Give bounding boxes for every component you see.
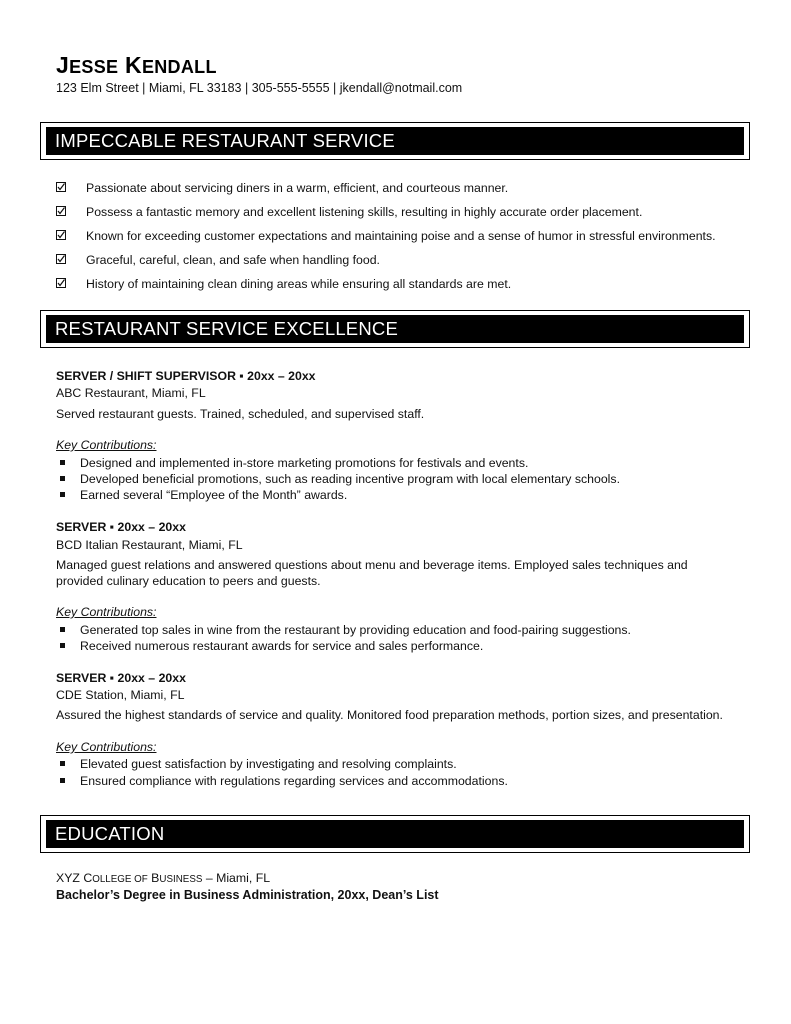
contact-info: 123 Elm Street | Miami, FL 33183 | 305-555-5555 | jkendall@notmail.com <box>56 81 463 95</box>
education-degree: Bachelor’s Degree in Business Administration, 20xx, Dean’s List <box>56 888 439 902</box>
job-employer: BCD Italian Restaurant, Miami, FL <box>56 538 243 552</box>
experience-section-header <box>40 310 750 348</box>
job-title: SERVER ▪ 20xx – 20xx <box>56 520 186 534</box>
summary-heading: IMPECCABLE RESTAURANT SERVICE <box>46 127 744 155</box>
summary-item: History of maintaining clean dining areas while ensuring all standards are met. <box>56 277 746 301</box>
checkbox-checked-icon <box>56 254 66 264</box>
key-contributions-label: Key Contributions: <box>56 740 157 754</box>
bullet-square-icon <box>60 761 65 766</box>
bullet-square-icon <box>60 476 65 481</box>
summary-item: Known for exceeding customer expectations and maintaining poise and a sense of humor in stressful environments. <box>56 229 746 253</box>
education-heading: EDUCATION <box>46 820 744 848</box>
education-section-header <box>40 815 750 853</box>
job-employer: CDE Station, Miami, FL <box>56 688 185 702</box>
candidate-name: JESSE KENDALL <box>56 52 217 78</box>
job-description: Managed guest relations and answered questions about menu and beverage items. Employed sales techniques and provided culinary education to peers and guests. <box>56 558 688 588</box>
summary-item: Passionate about servicing diners in a warm, efficient, and courteous manner. <box>56 181 746 205</box>
job-employer: ABC Restaurant, Miami, FL <box>56 386 206 400</box>
summary-section-header <box>40 122 750 160</box>
bullet-square-icon <box>60 627 65 632</box>
bullet-square-icon <box>60 492 65 497</box>
key-contributions-label: Key Contributions: <box>56 438 157 452</box>
summary-item: Graceful, careful, clean, and safe when handling food. <box>56 253 746 277</box>
job-title: SERVER ▪ 20xx – 20xx <box>56 671 186 685</box>
summary-item: Possess a fantastic memory and excellent listening skills, resulting in highly accurate order placement. <box>56 205 746 229</box>
checkbox-checked-icon <box>56 230 66 240</box>
summary-list <box>56 181 746 301</box>
job-description: Served restaurant guests. Trained, scheduled, and supervised staff. <box>56 407 425 421</box>
checkbox-checked-icon <box>56 206 66 216</box>
checkbox-checked-icon <box>56 182 66 192</box>
experience-heading: RESTAURANT SERVICE EXCELLENCE <box>46 315 744 343</box>
bullet-square-icon <box>60 460 65 465</box>
bullet-square-icon <box>60 778 65 783</box>
checkbox-checked-icon <box>56 278 66 288</box>
job-title: SERVER / SHIFT SUPERVISOR ▪ 20xx – 20xx <box>56 369 316 383</box>
job-description: Assured the highest standards of service and quality. Monitored food preparation methods, portion sizes, and presentation. <box>56 708 723 722</box>
bullet-square-icon <box>60 643 65 648</box>
education-school: XYZ COLLEGE OF BUSINESS – Miami, FL <box>56 871 271 885</box>
key-contributions-label: Key Contributions: <box>56 605 157 619</box>
resume-page: JESSE KENDALL 123 Elm Street | Miami, FL 33183 | 305-555-5555 | jkendall@notmail.com IMPECCABLE RESTAURANT SERVICE Passionate about servicing diners in a warm, efficient, and courteous manner. Possess a fantastic memory and excellent listening skills, resulting in highly accurate order placement. Known for exceeding customer expectations and maintaining poise and a sense of humor in stressful environments. Graceful, careful, clean, and safe when handling food. History of maintaining clean dining areas while ensuring all standards are met. RESTAURANT SERVICE EXCELLENCE SERVER / SHIFT SUPERVISOR ▪ 20xx – 20xx ABC Restaurant, Miami, FL Served restaurant guests. Trained, scheduled, and supervised staff. Key Contributions: Designed and implemented in-store marketing promotions for festivals and events. Developed beneficial promotions, such as reading incentive program with local elementary schools. Earned several “Employee of the Month” awards. SERVER ▪ 20xx – 20xx BCD Italian Restaurant, Miami, FL Managed guest relations and answered questions about menu and beverage items. Employed sales techniques and provided culinary education to peers and guests. Key Contributions: Generated top sales in wine from the restaurant by providing education and food-pairing suggestions. Received numerous restaurant awards for service and sales performance. SERVER ▪ 20xx – 20xx CDE Station, Miami, FL Assured the highest standards of service and quality. Monitored food preparation methods, portion sizes, and presentation. Key Contributions: Elevated guest satisfaction by investigating and resolving complaints. Ensured compliance with regulations regarding services and accommodations. EDUCATION XYZ COLLEGE OF BUSINESS – Miami, FL Bachelor’s Degree in Business Administration, 20xx, Dean’s List <box>0 0 791 1024</box>
